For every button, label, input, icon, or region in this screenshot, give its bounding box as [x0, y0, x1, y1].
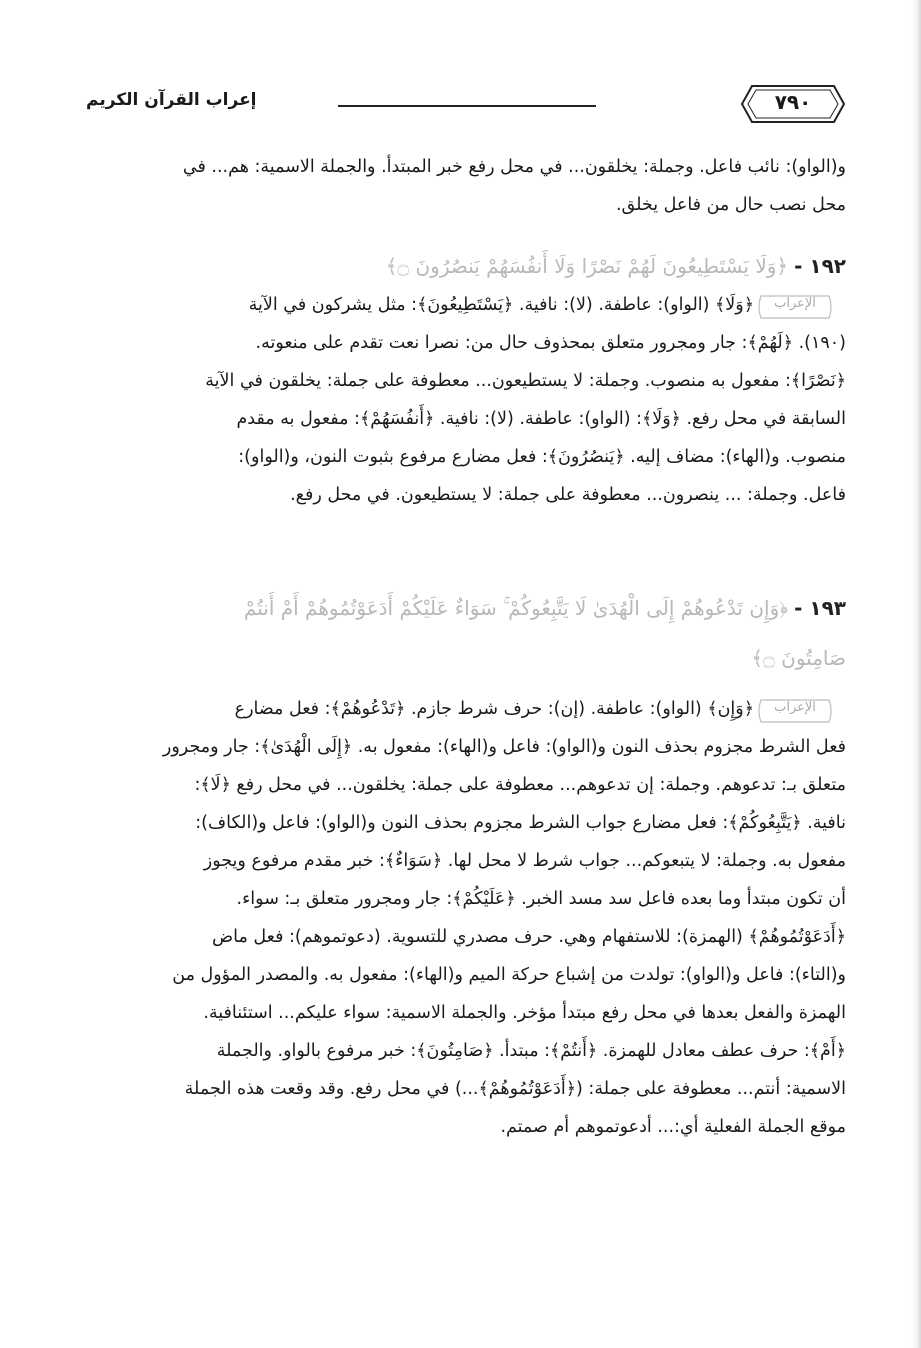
verse-192 — [86, 244, 846, 288]
text-line: محل نصب حال من فاعل يخلق. — [615, 195, 846, 215]
text-line: (١٩٠). ﴿لَهُمْ﴾: جار ومجرور متعلق بمحذوف حال من: نصرا نعت تقدم على منعوته. — [255, 333, 846, 353]
running-header — [86, 84, 846, 128]
irab-192-paragraph — [86, 286, 846, 514]
verse-text: صَامِتُونَ ۝﴾ — [751, 646, 846, 670]
intro-paragraph — [86, 148, 846, 224]
text-line: موقع الجملة الفعلية أي:... أدعوتموهم أم صمتم. — [500, 1117, 846, 1137]
header-rule — [338, 105, 596, 107]
text-line: مفعول به. وجملة: لا يتبعوكم... جواب شرط لا محل لها. ﴿سَوَاءٌ﴾: خبر مقدم مرفوع ويجوز — [203, 851, 846, 871]
text-line: أن تكون مبتدأ وما بعده فاعل سد مسد الخبر. ﴿عَلَيْكُمْ﴾: جار ومجرور متعلق بـ: سواء. — [236, 889, 846, 909]
text-line: ﴿وَلَا﴾ (الواو): عاطفة. (لا): نافية. ﴿يَسْتَطِيعُونَ﴾: مثل يشركون في الآية — [248, 295, 754, 315]
text-line: فاعل. وجملة: ... ينصرون... معطوفة على جملة: لا يستطيعون. في محل رفع. — [290, 485, 846, 505]
text-line: الهمزة والفعل بعدها في محل رفع مبتدأ مؤخر. والجملة الاسمية: سواء عليكم... استئنافية. — [203, 1003, 846, 1023]
verse-193 — [86, 586, 846, 630]
text-line: و(التاء): فاعل و(الواو): تولدت من إشباع حركة الميم و(الهاء): مفعول به. والمصدر المؤول من — [172, 965, 846, 985]
irab-193-paragraph — [86, 690, 846, 1146]
irab-tag-label: الإعراب — [774, 296, 816, 311]
verse-text: ﴿وَإِن تَدْعُوهُمْ إِلَى الْهُدَىٰ لَا يَتَّبِعُوكُمْ ۚ سَوَاءٌ عَلَيْكُمْ أَدَعَوْتُمُوهُمْ أَمْ أَنتُمْ — [243, 596, 789, 620]
text-line: نافية. ﴿يَتَّبِعُوكُمْ﴾: فعل مضارع جواب الشرط مجزوم بحذف النون و(الواو): فاعل و(الكاف): — [195, 813, 846, 833]
book-title: إعراب القرآن الكريم — [86, 90, 257, 110]
text-line: متعلق بـ: تدعوهم. وجملة: إن تدعوهم... معطوفة على جملة: يخلقون... في محل رفع ﴿لَا﴾: — [194, 775, 846, 795]
text-line: ﴿أَدَعَوْتُمُوهُمْ﴾ (الهمزة): للاستفهام وهي. حرف مصدري للتسوية. (دعوتموهم): فعل ماض — [211, 927, 846, 947]
text-line: ﴿وَإِن﴾ (الواو): عاطفة. (إن): حرف شرط جازم. ﴿تَدْعُوهُمْ﴾: فعل مضارع — [234, 699, 754, 719]
text-line: فعل الشرط مجزوم بحذف النون و(الواو): فاعل و(الهاء): مفعول به. ﴿إِلَى الْهُدَىٰ﴾: جار ومجرور — [162, 737, 846, 757]
text-line: ﴿أَمْ﴾: حرف عطف معادل للهمزة. ﴿أَنتُمْ﴾: مبتدأ. ﴿صَامِتُونَ﴾: خبر مرفوع بالواو. والجملة — [216, 1041, 846, 1061]
text-line: السابقة في محل رفع. ﴿وَلَا﴾: (الواو): عاطفة. (لا): نافية. ﴿أَنفُسَهُمْ﴾: مفعول به مقدم — [236, 409, 846, 429]
page-edge-shadow — [911, 0, 921, 1348]
verse-193-continued — [86, 636, 846, 680]
irab-tag-label: الإعراب — [774, 700, 816, 715]
verse-number: ١٩٢ - — [794, 254, 846, 278]
page-number-badge — [740, 84, 846, 124]
verse-number: ١٩٣ - — [794, 596, 846, 620]
text-line: و(الواو): نائب فاعل. وجملة: يخلقون... في محل رفع خبر المبتدأ. والجملة الاسمية: هم... في — [182, 157, 846, 177]
verse-text: ﴿وَلَا يَسْتَطِيعُونَ لَهُمْ نَصْرًا وَلَا أَنفُسَهُمْ يَنصُرُونَ ۝﴾ — [385, 254, 789, 278]
text-line: الاسمية: أنتم... معطوفة على جملة: (﴿أَدَعَوْتُمُوهُمْ﴾...) في محل رفع. وقد وقعت هذه الجملة — [184, 1079, 846, 1099]
text-line: منصوب. و(الهاء): مضاف إليه. ﴿يَنصُرُونَ﴾: فعل مضارع مرفوع بثبوت النون، و(الواو): — [238, 447, 846, 467]
text-line: ﴿نَصْرًا﴾: مفعول به منصوب. وجملة: لا يستطيعون... معطوفة على جملة: يخلقون في الآية — [205, 371, 846, 391]
page-number: ٧٩٠ — [774, 90, 812, 114]
